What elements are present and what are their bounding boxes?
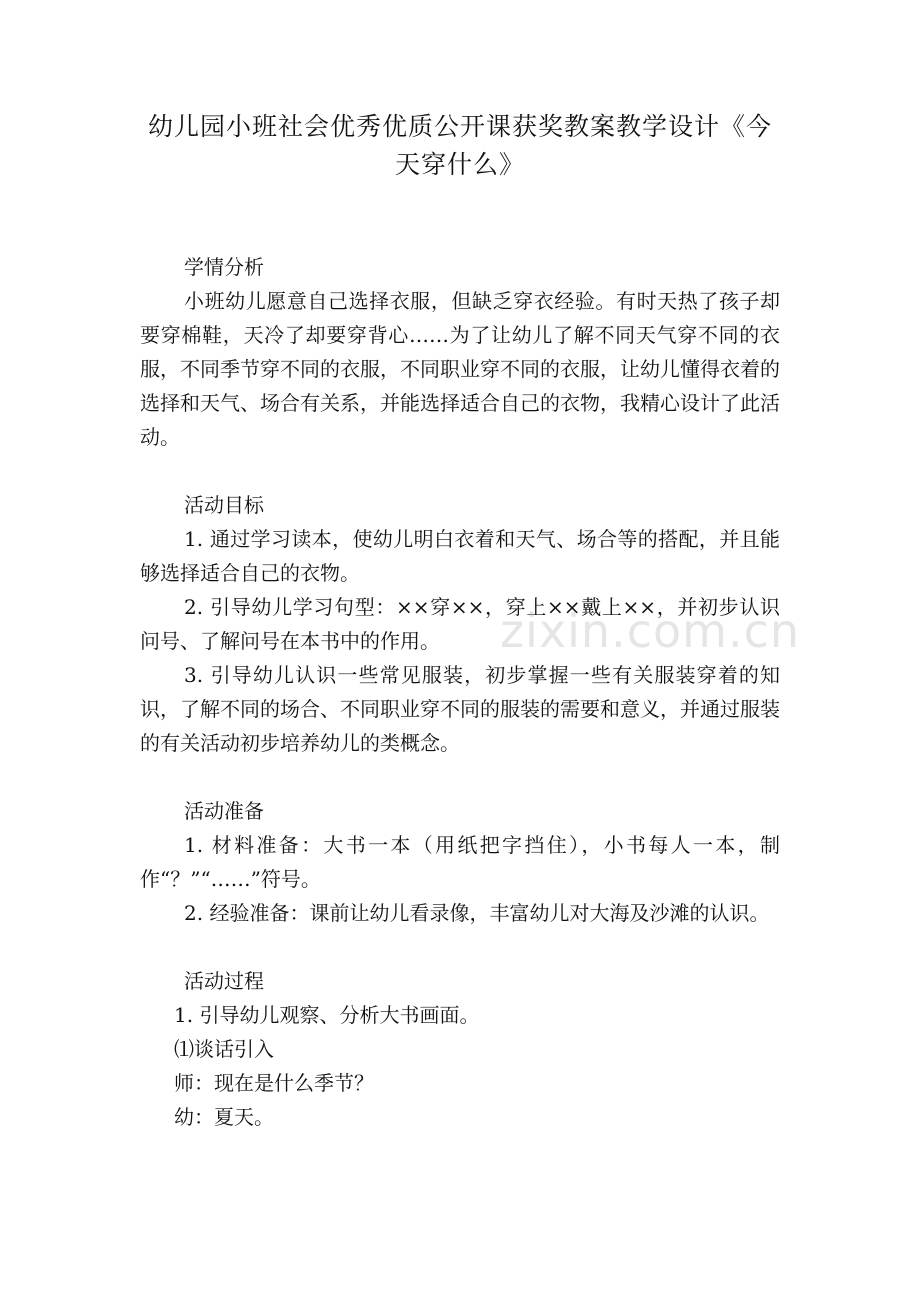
preparation-item: 2. 经验准备：课前让幼儿看录像，丰富幼儿对大海及沙滩的认识。 [184,901,770,925]
watermark: zixin.com.cn [500,604,801,658]
goal-item: 3. 引导幼儿认识一些常见服装，初步掌握一些有关服装穿着的知识，了解不同的场合、不同职业穿不同的服装的需要和意义，并通过服装的有关活动初步培养幼儿的类概念。 [140,663,780,755]
process-line: 1. 引导幼儿观察、分析大书画面。 [174,1003,480,1027]
title-line-2: 天穿什么》 [394,150,525,179]
process-line: 师：现在是什么季节？ [174,1071,374,1095]
title-line-1: 幼儿园小班社会优秀优质公开课获奖教案教学设计《今 [147,112,772,141]
document-title [140,108,780,184]
preparation-item: 1. 材料准备：大书一本（用纸把字挡住），小书每人一本，制作“？”“……”符号。 [140,833,780,891]
document-body [140,250,780,1134]
section-heading-analysis: 学情分析 [184,255,264,279]
process-line: ⑴谈话引入 [174,1037,274,1061]
section-heading-goals: 活动目标 [184,493,264,517]
goal-item: 1. 通过学习读本，使幼儿明白衣着和天气、场合等的搭配，并且能够选择适合自己的衣物。 [140,527,780,585]
process-line: 幼：夏天。 [174,1105,274,1129]
section-heading-process: 活动过程 [184,969,264,993]
section-heading-preparation: 活动准备 [184,799,264,823]
goal-item: 2. 引导幼儿学习句型：××穿××，穿上××戴上××，并初步认识问号、了解问号在本书中的作用。 [140,595,780,653]
analysis-paragraph: 小班幼儿愿意自己选择衣服，但缺乏穿衣经验。有时天热了孩子却要穿棉鞋，天冷了却要穿背心……为了让幼儿了解不同天气穿不同的衣服，不同季节穿不同的衣服，不同职业穿不同的衣服，让幼儿懂得衣着的选择和天气、场合有关系，并能选择适合自己的衣物，我精心设计了此活动。 [140,289,780,449]
